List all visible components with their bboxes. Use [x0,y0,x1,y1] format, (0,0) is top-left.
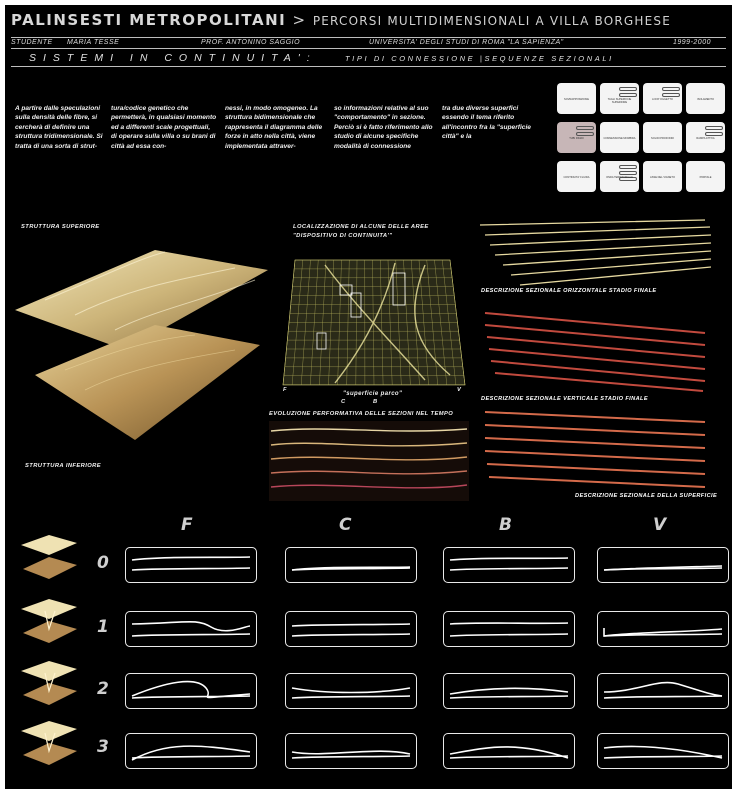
connection-type-cell [557,161,596,192]
connection-type-label: RAMPA ATTIVA [696,137,715,140]
layer-thumbnail [19,531,79,591]
section-panel [285,673,417,709]
section-panel [285,547,417,583]
lower-terrain-surface [35,325,260,440]
intro-column-3: nessi, in modo omogeneo. La struttura bidimensionale che rappresenta il diagramma delle forze in atto nella città, viene implementata attraver- [225,105,323,150]
connection-type-cell [600,83,639,114]
header-rule [11,37,726,38]
surface-section-drawing [475,407,715,492]
evolution-strips-drawing [269,421,469,501]
intro-column-5: tra due diverse superfici essendo il tema riferito all'incontro fra la "superficie città" e la [442,105,531,141]
localization-label-2: "DISPOSITIVO DI CONTINUITA'" [293,233,393,239]
connection-type-label: TUBI RIGIDI [569,137,584,140]
row-header-1: 1 [97,617,109,637]
connection-type-label: TAGLI SUPERFICIE SUPERIORE [607,98,632,104]
marker-f: F [283,387,287,393]
section-curves [286,548,416,582]
section-curves [598,734,728,768]
surface-section-label: DESCRIZIONE SEZIONALE DELLA SUPERFICIE [575,493,718,499]
marker-v: V [457,387,462,393]
intro-column-1: A partire dalle speculazioni sulla densità delle fibre, si cercherà di definire una struttura tridimensionale. Si tratta di una sorta di strut- [15,105,103,150]
section-panel [443,673,575,709]
connection-type-label: CONNESSIONE MORBIDA [603,137,636,140]
section-panel [443,547,575,583]
section-title: SISTEMI IN CONTINUITA': [29,52,317,64]
terrain-layers-drawing [5,230,275,475]
vertical-section-label: DESCRIZIONE SEZIONALE VERTICALE STADIO FINALE [481,396,648,402]
section-panel [125,547,257,583]
park-surface-label: "superficie parco" [343,391,403,397]
section-panel [597,673,729,709]
section-panel [125,611,257,647]
layer-thumbnail [19,595,79,655]
title-subtitle: PERCORSI MULTIDIMENSIONALI A VILLA BORGHESE [312,14,672,28]
academic-year: 1999-2000 [673,39,711,46]
connection-types-grid [557,83,727,195]
layer-thumbnail [19,657,79,717]
column-header-b: B [499,515,512,535]
section-panel [597,547,729,583]
board-title [11,11,726,35]
title-main: PALINSESTI METROPOLITANI [11,11,287,29]
student-name: MARIA TESSE [67,39,120,46]
section-panel [443,611,575,647]
connection-type-cell [600,122,639,153]
section-curves [126,674,256,708]
section-rule [11,66,726,67]
section-curves [286,734,416,768]
connection-type-cell [643,161,682,192]
row-header-3: 3 [97,737,109,757]
section-panel [597,733,729,769]
section-panel [285,733,417,769]
connection-type-cell [686,122,725,153]
section-curves [598,548,728,582]
upper-structure-label: STRUTTURA SUPERIORE [21,224,100,230]
section-panel [597,611,729,647]
section-panel [443,733,575,769]
connection-type-cell [557,83,596,114]
layer-thumbnail [19,717,79,777]
presentation-board [5,5,732,789]
section-curves [126,734,256,768]
column-header-f: F [181,515,193,535]
connection-type-cell [643,122,682,153]
student-label: STUDENTE [11,39,53,46]
connection-type-label: SOVRAPPOSIZIONE [564,98,589,101]
section-panel [125,673,257,709]
section-curves [444,612,574,646]
connection-type-cell [600,161,639,192]
column-header-c: C [339,515,352,535]
connection-type-cell [643,83,682,114]
section-subtitle: TIPI DI CONNESSIONE |SEQUENZE SEZIONALI [345,54,614,63]
marker-c: C [341,399,346,405]
university-name: UNIVERSITA' DEGLI STUDI DI ROMA "LA SAPIENZA" [369,39,564,46]
section-curves [444,674,574,708]
connection-type-label: PORTALE [699,176,712,179]
column-header-v: V [653,515,667,535]
connection-type-label: ONDA TERRITORIALE [606,176,633,179]
section-curves [444,734,574,768]
section-panel [125,733,257,769]
row-header-0: 0 [97,553,109,573]
section-curves [444,548,574,582]
vertical-section-drawing [475,303,715,393]
connection-type-label: LOOP OGGETTO [652,98,673,101]
section-curves [286,612,416,646]
meta-rule [11,48,726,49]
row-header-2: 2 [97,679,109,699]
section-panel [285,611,417,647]
connection-type-label: ISOLAMENTO [697,98,714,101]
connection-type-cell [686,83,725,114]
title-separator: > [286,11,313,29]
section-curves [286,674,416,708]
connection-type-label: SOLIDI PROFONDI [651,137,674,140]
localization-label-1: LOCALIZZAZIONE DI ALCUNE DELLE AREE [293,224,429,230]
intro-column-2: tura/codice genetico che permetterà, in qualsiasi momento ed a differenti scale progettuali, di operare sulla villa o su brani di città ad essa con- [111,105,217,150]
section-curves [126,548,256,582]
marker-b: B [373,399,378,405]
connection-type-label: ASSE DEL VIGNETO [650,176,675,179]
evolution-label: EVOLUZIONE PERFORMATIVA DELLE SEZIONI NEL TEMPO [269,411,454,417]
connection-type-cell [686,161,725,192]
connection-type-diagram [619,165,637,183]
section-curves [126,612,256,646]
horizontal-section-label: DESCRIZIONE SEZIONALE ORIZZONTALE STADIO FINALE [481,288,657,294]
intro-column-4: so informazioni relative al suo "comportamento" in sezione. Perciò si è fatto riferimento allo studio di alcune specifiche modalità di connessione [334,105,433,150]
lower-structure-label: STRUTTURA INFERIORE [25,463,101,469]
professor-name: PROF. ANTONINO SAGGIO [201,39,301,46]
section-curves [598,612,728,646]
localization-mesh [275,255,475,395]
connection-type-cell [557,122,596,153]
connection-type-label: CONTINUITA' FLUIDA [563,176,590,179]
section-curves [598,674,728,708]
